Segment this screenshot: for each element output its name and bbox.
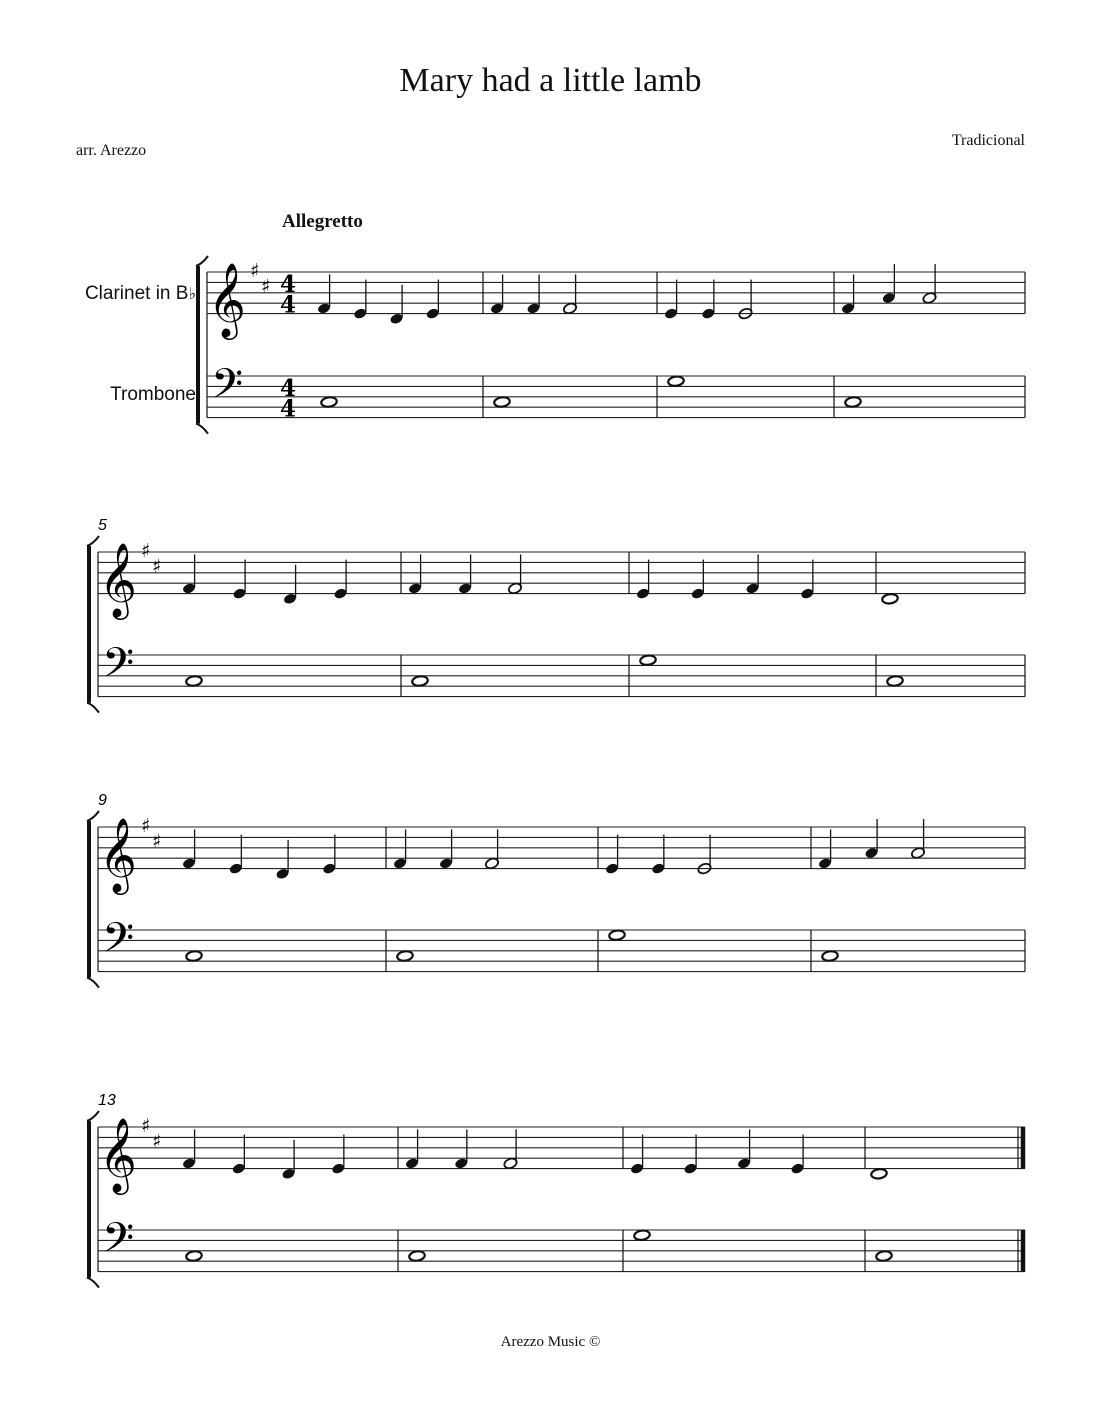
measure-number: 5 (98, 517, 107, 534)
whole-note (882, 593, 899, 604)
time-signature-bottom: 4 (280, 291, 297, 319)
sharp-c-accidental: ♯ (152, 1130, 162, 1153)
bracket-top-hook (87, 811, 99, 821)
bracket-top-hook (87, 536, 99, 546)
arranger-credit: arr. Arezzo (76, 142, 147, 159)
bass-clef: 𝄢 (102, 1214, 135, 1273)
bracket-bottom-hook (196, 424, 208, 434)
measure-number: 9 (98, 792, 107, 809)
bass-clef: 𝄢 (211, 360, 244, 419)
bracket-bottom-hook (87, 1278, 99, 1288)
time-signature-top: 4 (280, 270, 297, 298)
sharp-c-accidental: ♯ (152, 830, 162, 853)
instrument-name-clarinet: Clarinet in B♭ (84, 283, 196, 304)
whole-note (409, 1250, 426, 1261)
instrument-name-trombone: Trombone (110, 384, 196, 405)
whole-note (887, 675, 904, 686)
whole-note (397, 950, 414, 961)
time-signature-bottom: 4 (280, 395, 297, 423)
tempo-marking: Allegretto (282, 211, 363, 232)
whole-note (845, 396, 862, 407)
whole-note (321, 396, 338, 407)
sharp-f-accidental: ♯ (141, 540, 151, 562)
whole-note (822, 950, 839, 961)
sharp-f-accidental: ♯ (141, 1115, 151, 1137)
whole-note (412, 675, 429, 686)
measure-number: 13 (98, 1092, 116, 1109)
treble-clef: 𝄞 (208, 263, 246, 338)
whole-note (186, 1250, 203, 1261)
whole-note (186, 950, 203, 961)
bass-clef: 𝄢 (102, 639, 135, 698)
bracket-top-hook (196, 256, 208, 266)
treble-clef: 𝄞 (99, 1118, 137, 1193)
sharp-f-accidental: ♯ (250, 260, 260, 282)
score-title: Mary had a little lamb (399, 62, 702, 99)
whole-note (634, 1230, 651, 1241)
bracket-bottom-hook (87, 703, 99, 713)
treble-clef: 𝄞 (99, 818, 137, 893)
sharp-c-accidental: ♯ (152, 555, 162, 578)
whole-note (640, 655, 657, 666)
bracket-bottom-hook (87, 978, 99, 988)
whole-note (876, 1250, 893, 1261)
sharp-f-accidental: ♯ (141, 815, 151, 837)
time-signature-top: 4 (280, 374, 297, 402)
whole-note (609, 930, 626, 941)
bass-clef: 𝄢 (102, 914, 135, 973)
composer-credit: Tradicional (951, 132, 1025, 149)
whole-note (186, 675, 203, 686)
bracket-top-hook (87, 1111, 99, 1121)
treble-clef: 𝄞 (99, 543, 137, 618)
whole-note (494, 396, 511, 407)
sharp-c-accidental: ♯ (261, 275, 271, 298)
copyright-footer: Arezzo Music © (500, 1334, 601, 1350)
whole-note (668, 376, 685, 387)
whole-note (871, 1168, 888, 1179)
